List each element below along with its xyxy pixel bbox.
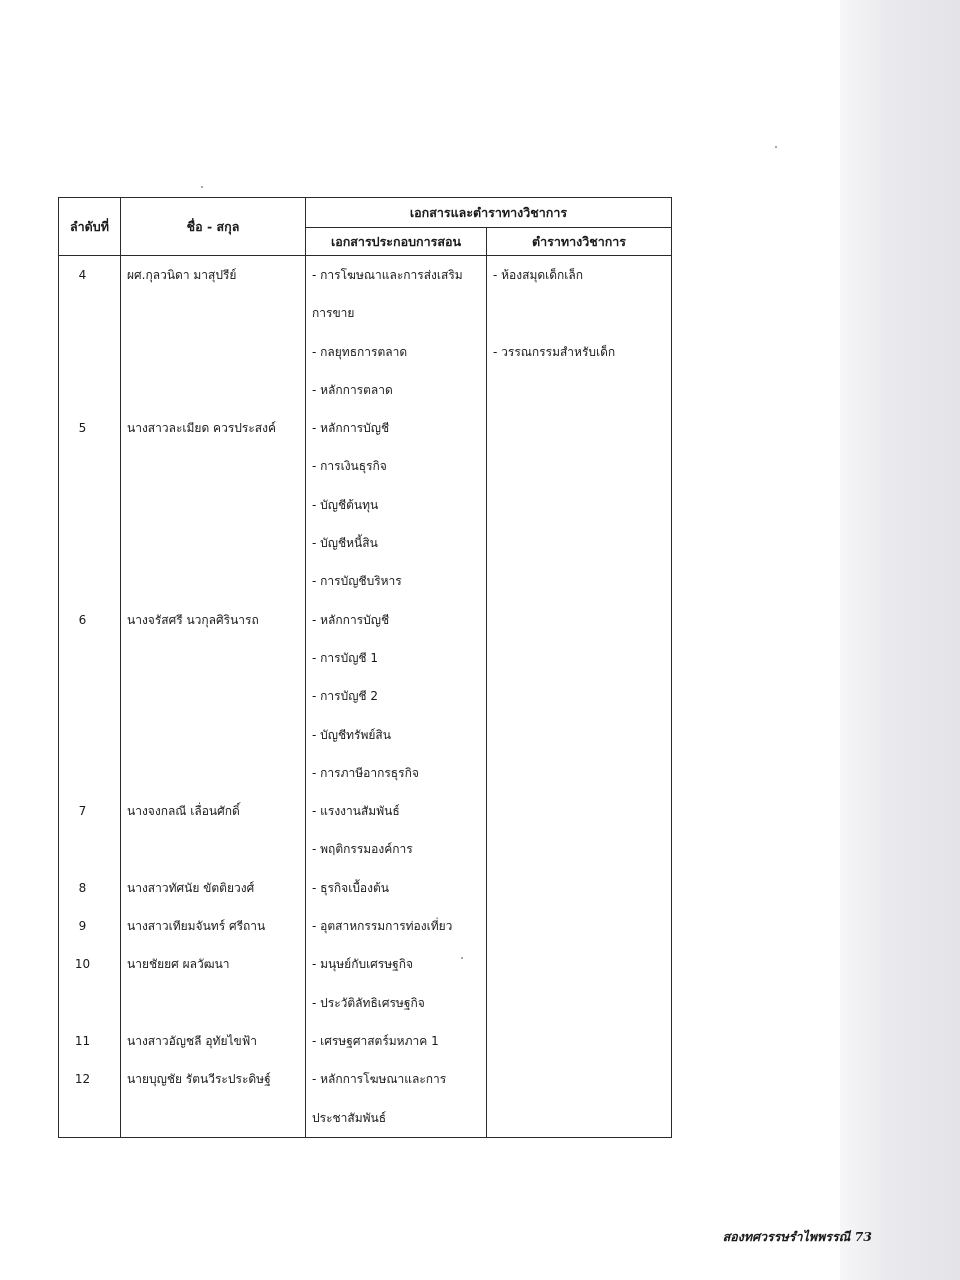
header-no: ลำดับที่ [59, 198, 121, 256]
textbook-item [487, 1060, 671, 1098]
row-number [59, 1099, 120, 1137]
person-name: นางสาวทัศนัย ขัตติยวงศ์ [127, 880, 255, 895]
textbook-item [487, 945, 671, 983]
row-number: 10 [74, 957, 91, 972]
teaching-doc-item: - หลักการบัญชี [312, 421, 390, 436]
person-name [121, 294, 305, 332]
column-no [59, 256, 121, 1138]
row-number [59, 754, 120, 792]
teaching-doc-item: - บัญชีหนี้สิน [312, 536, 378, 551]
person-name [121, 333, 305, 371]
teaching-doc-item: - การภาษีอากรธุรกิจ [312, 765, 419, 780]
textbook-item: - วรรณกรรมสำหรับเด็ก [493, 344, 616, 359]
row-number [59, 677, 120, 715]
row-number [59, 984, 120, 1022]
textbook-item [487, 294, 671, 332]
teaching-doc-item: - อุตสาหกรรมการท่องเที่ยว [312, 919, 453, 934]
textbook-item [487, 371, 671, 409]
row-number [59, 524, 120, 562]
teaching-doc-item: - การเงินธุรกิจ [312, 459, 387, 474]
speck [775, 146, 777, 148]
person-name [121, 754, 305, 792]
textbook-item [487, 792, 671, 830]
person-name [121, 716, 305, 754]
header-textbooks: ตำราทางวิชาการ [487, 228, 672, 256]
textbook-item [487, 562, 671, 600]
person-name [121, 984, 305, 1022]
teaching-doc-item: - การโฆษณาและการส่งเสริม [312, 268, 463, 282]
textbook-item [487, 601, 671, 639]
person-name: นางจรัสศรี นวกุลศิรินารถ [127, 612, 259, 627]
person-name [121, 1099, 305, 1137]
teaching-doc-item: การขาย [312, 306, 355, 321]
teaching-doc-item: - หลักการตลาด [312, 382, 393, 397]
teaching-doc-item: - บัญชีทรัพย์สิน [312, 727, 391, 742]
textbook-item: - ห้องสมุดเด็กเล็ก [493, 268, 584, 282]
teaching-doc-item: ประชาสัมพันธ์ [312, 1110, 387, 1125]
textbook-item [487, 984, 671, 1022]
row-number [59, 562, 120, 600]
person-name [121, 371, 305, 409]
teaching-doc-item: - พฤติกรรมองค์การ [312, 842, 413, 857]
person-name: นางสาวละเมียด ควรประสงค์ [127, 421, 276, 436]
header-name: ชื่อ - สกุล [121, 198, 306, 256]
row-number [59, 716, 120, 754]
textbook-item [487, 447, 671, 485]
teaching-doc-item: - แรงงานสัมพันธ์ [312, 804, 400, 819]
speck [201, 186, 203, 188]
row-number: 6 [78, 612, 87, 627]
row-number [59, 371, 120, 409]
textbook-item [487, 409, 671, 447]
teaching-doc-item: - หลักการบัญชี [312, 612, 390, 627]
row-number [59, 294, 120, 332]
column-name [121, 256, 306, 1138]
teaching-doc-item: - การบัญชี 1 [312, 650, 379, 665]
row-number: 7 [78, 804, 87, 819]
page-footer: สองทศวรรษรำไพพรรณี 73 [722, 1229, 872, 1244]
row-number [59, 486, 120, 524]
person-name: นายชัยยศ ผลวัฒนา [127, 957, 230, 972]
row-number: 5 [78, 421, 87, 436]
textbook-item [487, 486, 671, 524]
teaching-doc-item: - ประวัติลัทธิเศรษฐกิจ [312, 995, 425, 1010]
textbook-item [487, 907, 671, 945]
column-teaching-docs [306, 256, 487, 1138]
teaching-doc-item: - กลยุทธการตลาด [312, 344, 408, 359]
row-number [59, 333, 120, 371]
textbook-item [487, 1022, 671, 1060]
textbook-item [487, 639, 671, 677]
textbook-item [487, 716, 671, 754]
teaching-doc-item: - หลักการโฆษณาและการ [312, 1072, 447, 1087]
person-name [121, 677, 305, 715]
person-name: นายบุญชัย รัตนวีระประดิษฐ์ [127, 1072, 271, 1087]
textbook-item [487, 677, 671, 715]
row-number: 11 [74, 1033, 91, 1048]
textbook-item [487, 869, 671, 907]
teaching-doc-item: - บัญชีต้นทุน [312, 497, 379, 512]
row-number: 4 [78, 268, 87, 282]
academic-documents-table [58, 197, 672, 1138]
header-documents-group: เอกสารและตำราทางวิชาการ [306, 198, 672, 228]
teaching-doc-item: - เศรษฐศาสตร์มหภาค 1 [312, 1033, 439, 1048]
person-name [121, 639, 305, 677]
person-name [121, 486, 305, 524]
person-name [121, 524, 305, 562]
textbook-item [487, 754, 671, 792]
teaching-doc-item: - ธุรกิจเบื้องต้น [312, 880, 389, 895]
row-number: 12 [74, 1072, 91, 1087]
row-number: 9 [78, 919, 87, 934]
person-name: ผศ.กุลวนิดา มาสุปรีย์ [127, 268, 237, 282]
person-name [121, 447, 305, 485]
row-number: 8 [78, 880, 87, 895]
row-number [59, 447, 120, 485]
page-edge-shadow [840, 0, 960, 1280]
person-name: นางจงกลณี เลื่อนศักดิ์ [127, 804, 240, 819]
textbook-item [487, 524, 671, 562]
header-teaching-docs: เอกสารประกอบการสอน [306, 228, 487, 256]
textbook-item [487, 830, 671, 868]
column-textbooks [487, 256, 672, 1138]
teaching-doc-item: - มนุษย์กับเศรษฐกิจ [312, 957, 414, 972]
person-name [121, 562, 305, 600]
person-name [121, 830, 305, 868]
textbook-item [487, 1099, 671, 1137]
row-number [59, 639, 120, 677]
teaching-doc-item: - การบัญชีบริหาร [312, 574, 402, 589]
person-name: นางสาวอัญชลี อุทัยไขฟ้า [127, 1033, 257, 1048]
person-name: นางสาวเทียมจันทร์ ศรีถาน [127, 919, 266, 934]
row-number [59, 830, 120, 868]
teaching-doc-item: - การบัญชี 2 [312, 689, 379, 704]
